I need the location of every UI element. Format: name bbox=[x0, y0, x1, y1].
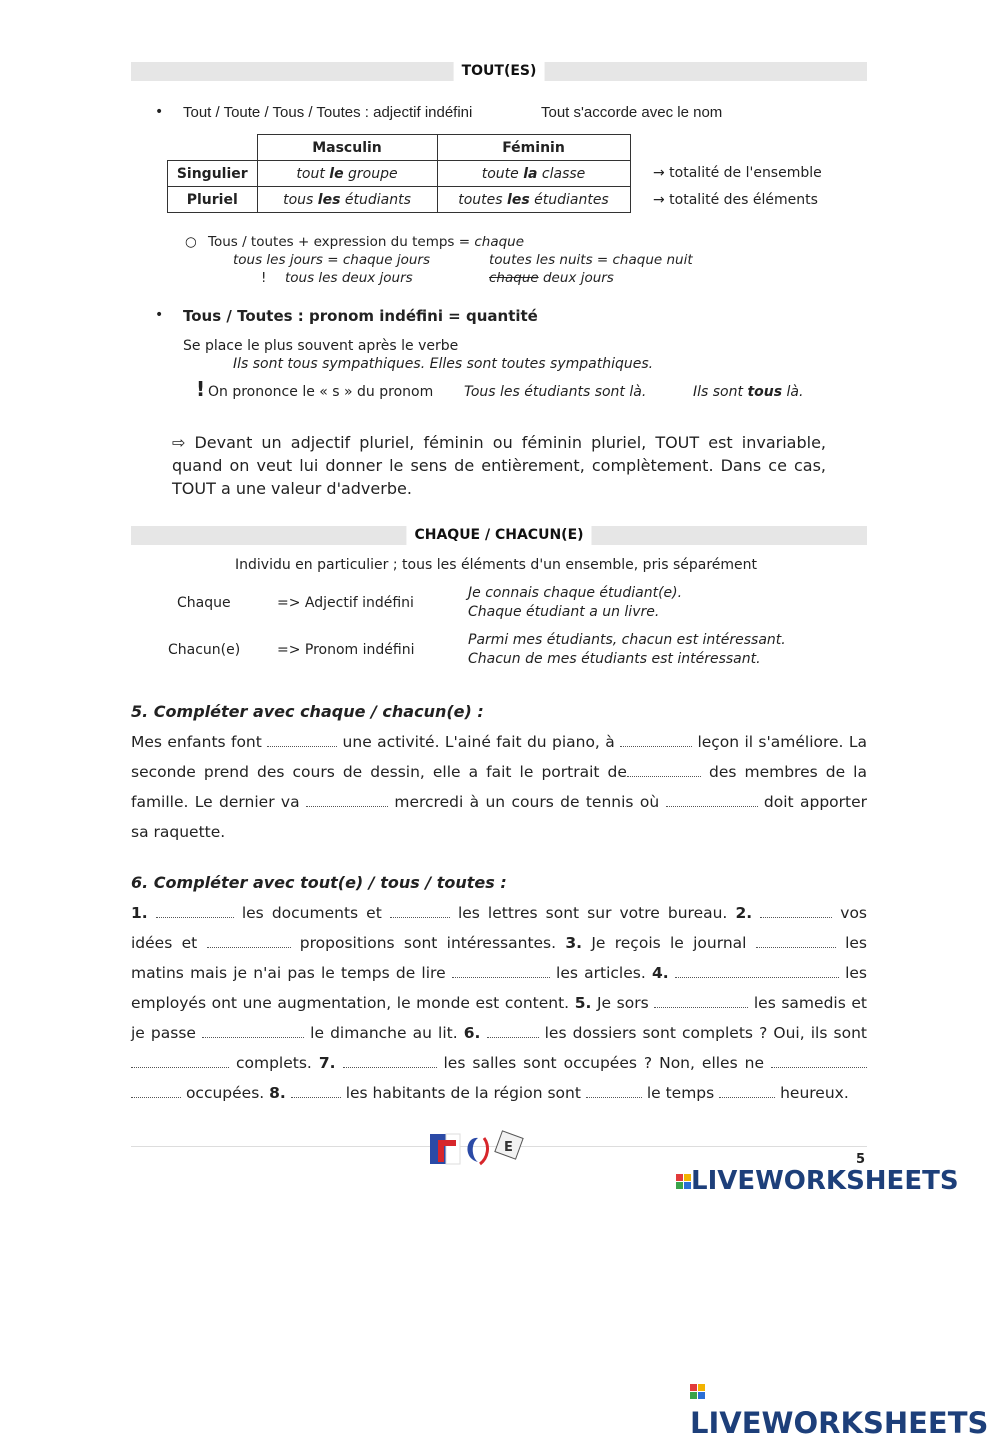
blank-input[interactable] bbox=[620, 732, 692, 747]
note-elements: → totalité des éléments bbox=[653, 192, 818, 208]
table-header-feminin: Féminin bbox=[437, 135, 630, 161]
blank-input[interactable] bbox=[207, 933, 291, 948]
blank-input[interactable] bbox=[202, 1023, 304, 1038]
chacun-example-1: Parmi mes étudiants, chacun est intéressant. bbox=[468, 632, 786, 648]
blank-input[interactable] bbox=[771, 1053, 867, 1068]
exclamation-icon: ! bbox=[196, 377, 206, 401]
blank-input[interactable] bbox=[452, 963, 550, 978]
example-deux-jours: tous les deux jours bbox=[285, 270, 413, 286]
blank-input[interactable] bbox=[267, 732, 337, 747]
table-corner bbox=[168, 135, 258, 161]
tout-table bbox=[167, 134, 631, 213]
exercise-5-title: 5. Compléter avec chaque / chacun(e) : bbox=[131, 702, 484, 721]
liveworksheets-logo-icon bbox=[690, 1384, 705, 1399]
cell-fem: toutes les étudiantes bbox=[437, 187, 630, 213]
example-chaque-deux-jours: chaque deux jours bbox=[489, 270, 614, 286]
blank-input[interactable] bbox=[306, 792, 388, 807]
cell-masc: tout le groupe bbox=[257, 161, 437, 187]
table-header-masculin: Masculin bbox=[257, 135, 437, 161]
section-title-chaque: CHAQUE / CHACUN(E) bbox=[406, 526, 591, 545]
bullet-dot: • bbox=[155, 104, 164, 120]
bullet-pronom-indefini: Tous / Toutes : pronom indéfini = quantité bbox=[183, 307, 538, 325]
exercise-6-text: 1. les documents et les lettres sont sur votre bureau. 2. vos idées et propositions sont intéressantes. 3. Je reçois le journal les matins mais je n'ai pas le temps de lire les articles. 4. les employés ont une augmentation, le monde est content. 5. Je sors les samedis et je passe le dimanche au lit. 6. les dossiers sont complets ? Oui, ils sont complets. 7. les salles sont occupées ? Non, elles ne occupées. 8. les habitants de la région sont le temps heureux. bbox=[131, 904, 868, 1102]
liveworksheets-logo-large: LIVEWORKSHEETS bbox=[690, 1372, 1000, 1440]
blank-input[interactable] bbox=[131, 1083, 181, 1098]
section-header-bar bbox=[131, 62, 867, 81]
blank-input[interactable] bbox=[390, 903, 450, 918]
blank-input[interactable] bbox=[291, 1083, 341, 1098]
pronunciation-rule: On prononce le « s » du pronom bbox=[208, 384, 434, 400]
exercise-5-text: Mes enfants font une activité. L'ainé fait du piano, à leçon il s'améliore. La seconde prend des cours de dessin, elle a fait le portrait de des membres de la famille. Le dernier va mercredi à un cours de tennis où doit apporter sa raquette. bbox=[131, 733, 868, 841]
chaque-example-2: Chaque étudiant a un livre. bbox=[468, 604, 660, 620]
fle-logo-icon bbox=[428, 1128, 538, 1172]
blank-input[interactable] bbox=[756, 933, 836, 948]
table-row-singulier bbox=[168, 161, 631, 187]
blank-input[interactable] bbox=[131, 1053, 229, 1068]
type-pronom: => Pronom indéfini bbox=[277, 642, 415, 658]
arrow-icon: ⇨ bbox=[172, 433, 186, 452]
liveworksheets-logo-icon bbox=[676, 1174, 691, 1189]
blank-input[interactable] bbox=[156, 903, 234, 918]
example-chaque-jours: tous les jours = chaque jours bbox=[233, 252, 430, 268]
blank-input[interactable] bbox=[627, 762, 701, 777]
blank-input[interactable] bbox=[666, 792, 758, 807]
accord-rule: Tout s'accorde avec le nom bbox=[541, 104, 723, 121]
word-chaque: Chaque bbox=[177, 595, 231, 611]
blank-input[interactable] bbox=[719, 1083, 775, 1098]
table-header-row bbox=[168, 135, 631, 161]
note-ensemble: → totalité de l'ensemble bbox=[653, 165, 822, 181]
blank-input[interactable] bbox=[675, 963, 839, 978]
placement-rule: Se place le plus souvent après le verbe bbox=[183, 338, 459, 354]
chacun-example-2: Chacun de mes étudiants est intéressant. bbox=[468, 651, 761, 667]
page-number: 5 bbox=[856, 1152, 866, 1167]
bullet-adjectif-indefini: Tout / Toute / Tous / Toutes : adjectif indéfini bbox=[183, 104, 473, 121]
blank-input[interactable] bbox=[654, 993, 748, 1008]
word-chacun: Chacun(e) bbox=[168, 642, 241, 658]
row-label: Pluriel bbox=[168, 187, 258, 213]
blank-input[interactable] bbox=[586, 1083, 642, 1098]
blank-input[interactable] bbox=[487, 1023, 539, 1038]
pronunciation-example-1: Tous les étudiants sont là. bbox=[464, 384, 647, 400]
blank-input[interactable] bbox=[343, 1053, 437, 1068]
table-row-pluriel bbox=[168, 187, 631, 213]
svg-text:E: E bbox=[504, 1140, 513, 1155]
bullet-dot: • bbox=[155, 307, 164, 323]
sub-bullet-circle: ○ bbox=[185, 234, 197, 250]
liveworksheets-logo-small: LIVEWORKSHEETS bbox=[676, 1166, 959, 1196]
section-title-tout: TOUT(ES) bbox=[454, 62, 545, 81]
cell-fem: toute la classe bbox=[437, 161, 630, 187]
chaque-definition: Individu en particulier ; tous les éléments d'un ensemble, pris séparément bbox=[235, 557, 758, 573]
row-label: Singulier bbox=[168, 161, 258, 187]
cell-masc: tous les étudiants bbox=[257, 187, 437, 213]
warning-mark: ! bbox=[261, 270, 267, 286]
blank-input[interactable] bbox=[760, 903, 832, 918]
adverb-note: ⇨ Devant un adjectif pluriel, féminin ou féminin pluriel, TOUT est invariable, quand on veut lui donner le sens de entièrement, complètement. Dans ce cas, TOUT a une valeur d'adverbe. bbox=[172, 433, 826, 498]
chaque-example-1: Je connais chaque étudiant(e). bbox=[468, 585, 683, 601]
sub-bullet-time-rule: Tous / toutes + expression du temps = chaque bbox=[208, 234, 525, 250]
pronunciation-example-2: Ils sont tous là. bbox=[693, 384, 804, 400]
type-adjectif: => Adjectif indéfini bbox=[277, 595, 414, 611]
example-chaque-nuit: toutes les nuits = chaque nuit bbox=[489, 252, 693, 268]
exercise-6-title: 6. Compléter avec tout(e) / tous / toutes : bbox=[131, 873, 507, 892]
placement-example: Ils sont tous sympathiques. Elles sont toutes sympathiques. bbox=[233, 356, 654, 372]
section-header-bar bbox=[131, 526, 867, 545]
